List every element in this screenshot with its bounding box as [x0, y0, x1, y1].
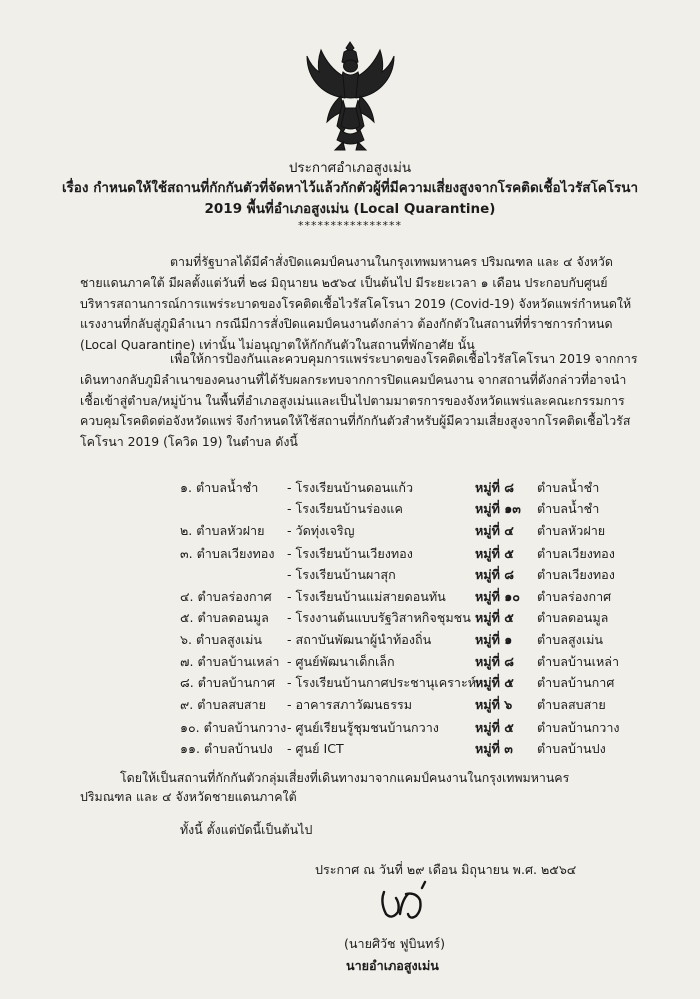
subdistrict: ๗. ตำบลบ้านเหล่า	[180, 654, 280, 669]
list-item	[0, 521, 700, 542]
site-tambon: ตำบลบ้านกาศ	[537, 675, 615, 690]
site-name: - สถาบันพัฒนาผู้นำท้องถิ่น	[287, 632, 432, 647]
list-item	[0, 499, 700, 520]
site-name: - โรงเรียนบ้านร่องแค	[287, 501, 403, 516]
paragraph-1	[80, 252, 640, 356]
list-item	[0, 630, 700, 651]
village-number: หมู่ที่ ๕	[475, 546, 514, 561]
village-number: หมู่ที่ ๕	[475, 610, 514, 625]
site-name: - โรงงานต้นแบบรัฐวิสาหกิจชุมชน	[287, 610, 471, 625]
list-item	[0, 587, 700, 608]
village-number: หมู่ที่ ๕	[475, 720, 514, 735]
list-item	[0, 544, 700, 565]
site-name: - โรงเรียนบ้านแม่สายดอนทัน	[287, 589, 446, 604]
list-item	[0, 695, 700, 716]
village-number: หมู่ที่ ๓	[475, 741, 513, 756]
list-item	[0, 608, 700, 629]
list-item	[0, 565, 700, 586]
village-number: หมู่ที่ ๕	[475, 675, 514, 690]
list-item	[0, 478, 700, 499]
site-tambon: ตำบลเวียงทอง	[537, 567, 615, 582]
paragraph-1-text: ตามที่รัฐบาลได้มีคำสั่งปิดแคมป์คนงานในกรุงเทพมหานคร ปริมณฑล และ ๔ จังหวัดชายแดนภาคใต้ มีผลตั้งแต่วันที่ ๒๘ มิถุนายน ๒๕๖๔ เป็นต้นไป มีระยะเวลา ๑ เดือน ประกอบกับศูนย์บริหารสถานการณ์การแพร่ระบาดของโรคติดเชื้อไวรัสโคโรนา 2019 (Covid-19) จังหวัดแพร่กำหนดให้แรงงานที่กลับสู่ภูมิลำเนา กรณีมีการสั่งปิดแคมป์คนงานดังกล่าว ต้องกักตัวในสถานที่ที่ราชการกำหนด (Local Quarantine) เท่านั้น ไม่อนุญาตให้กักกันตัวในสถานที่พักอาศัย นั้น	[80, 254, 632, 353]
list-item	[0, 652, 700, 673]
site-name: - โรงเรียนบ้านดอนแก้ว	[287, 480, 414, 495]
village-number: หมู่ที่ ๘	[475, 567, 515, 582]
handwritten-signature-icon	[376, 880, 438, 926]
list-item	[0, 673, 700, 694]
village-number: หมู่ที่ ๘	[475, 480, 515, 495]
site-name: - ศูนย์ ICT	[287, 741, 344, 756]
site-name: - โรงเรียนบ้านเวียงทอง	[287, 546, 413, 561]
site-tambon: ตำบลน้ำชำ	[537, 501, 600, 516]
site-tambon: ตำบลร่องกาศ	[537, 589, 612, 604]
signatory-position: นายอำเภอสูงเม่น	[346, 958, 439, 973]
garuda-emblem-icon	[303, 38, 398, 153]
subdistrict: ๒. ตำบลหัวฝาย	[180, 523, 265, 538]
site-tambon: ตำบลบ้านกวาง	[537, 720, 620, 735]
paragraph-3-line-1: โดยให้เป็นสถานที่กักกันตัวกลุ่มเสี่ยงที่เดินทางมาจากแคมป์คนงานในกรุงเทพมหานคร	[120, 770, 570, 785]
subdistrict: ๕. ตำบลดอนมูล	[180, 610, 269, 625]
subdistrict: ๔. ตำบลร่องกาศ	[180, 589, 272, 604]
site-tambon: ตำบลดอนมูล	[537, 610, 609, 625]
paragraph-2	[80, 349, 640, 453]
list-item	[0, 739, 700, 760]
site-name: - โรงเรียนบ้านกาศประชานุเคราะห์	[287, 675, 477, 690]
village-number: หมู่ที่ ๑๐	[475, 589, 520, 604]
site-tambon: ตำบลบ้านเหล่า	[537, 654, 620, 669]
subject-line-1: เรื่อง กำหนดให้ใช้สถานที่กักกันตัวที่จัดหาไว้แล้วกักตัวผู้ที่มีความเสี่ยงสูงจากโรคติดเชื้อไวรัสโคโรนา	[61, 180, 639, 196]
site-name: - อาคารสภาวัฒนธรรม	[287, 697, 413, 712]
site-tambon: ตำบลหัวฝาย	[537, 523, 606, 538]
paragraph-2-text: เพื่อให้การป้องกันและควบคุมการแพร่ระบาดของโรคติดเชื้อไวรัสโคโรนา 2019 จากการเดินทางกลับภูมิลำเนาของคนงานที่ได้รับผลกระทบจากการปิดแคมป์คนงาน จากสถานที่ดังกล่าวที่อาจนำเชื้อเข้าสู่ตำบล/หมู่บ้าน ในพื้นที่อำเภอสูงเม่นและเป็นไปตามมาตรการของจังหวัดแพร่และคณะกรรมการควบคุมโรคติดต่อจังหวัดแพร่ จึงกำหนดให้ใช้สถานที่กักกันตัวสำหรับผู้มีความเสี่ยงสูงจากโรคติดเชื้อไวรัสโคโรนา 2019 (โควิด 19) ในตำบล ดังนี้	[80, 351, 638, 450]
site-name: - ศูนย์พัฒนาเด็กเล็ก	[287, 654, 395, 669]
subdistrict: ๙. ตำบลสบสาย	[180, 697, 267, 712]
paragraph-3-line-2: ปริมณฑล และ ๔ จังหวัดชายแดนภาคใต้	[80, 789, 297, 804]
site-name: - ศูนย์เรียนรู้ชุมชนบ้านกวาง	[287, 720, 439, 735]
subdistrict: ๑๐. ตำบลบ้านกวาง	[180, 720, 287, 735]
signatory-name: (นายศิวัช ฟูบินทร์)	[344, 936, 446, 951]
site-name: - วัดทุ่งเจริญ	[287, 523, 355, 538]
announcement-date: ประกาศ ณ วันที่ ๒๙ เดือน มิถุนายน พ.ศ. ๒๕๖๔	[315, 862, 577, 877]
village-number: หมู่ที่ ๘	[475, 654, 515, 669]
agency-heading: ประกาศอำเภอสูงเม่น	[288, 160, 412, 176]
village-number: หมู่ที่ ๑๓	[475, 501, 521, 516]
village-number: หมู่ที่ ๖	[475, 697, 513, 712]
site-tambon: ตำบลบ้านปง	[537, 741, 606, 756]
site-tambon: ตำบลสูงเม่น	[537, 632, 604, 647]
site-tambon: ตำบลเวียงทอง	[537, 546, 615, 561]
subdistrict: ๑๑. ตำบลบ้านปง	[180, 741, 273, 756]
village-number: หมู่ที่ ๑	[475, 632, 513, 647]
site-tambon: ตำบลน้ำชำ	[537, 480, 600, 495]
separator-stars: ****************	[298, 219, 402, 232]
subject-line-2: 2019 พื้นที่อำเภอสูงเม่น (Local Quarantine)	[204, 201, 496, 217]
site-tambon: ตำบลสบสาย	[537, 697, 606, 712]
subdistrict: ๖. ตำบลสูงเม่น	[180, 632, 263, 647]
subdistrict: ๑. ตำบลน้ำชำ	[180, 480, 259, 495]
list-item	[0, 718, 700, 739]
village-number: หมู่ที่ ๔	[475, 523, 514, 538]
site-name: - โรงเรียนบ้านผาสุก	[287, 567, 396, 582]
subdistrict: ๓. ตำบลเวียงทอง	[180, 546, 275, 561]
paragraph-4: ทั้งนี้ ตั้งแต่บัดนี้เป็นต้นไป	[180, 822, 313, 837]
subdistrict: ๘. ตำบลบ้านกาศ	[180, 675, 276, 690]
